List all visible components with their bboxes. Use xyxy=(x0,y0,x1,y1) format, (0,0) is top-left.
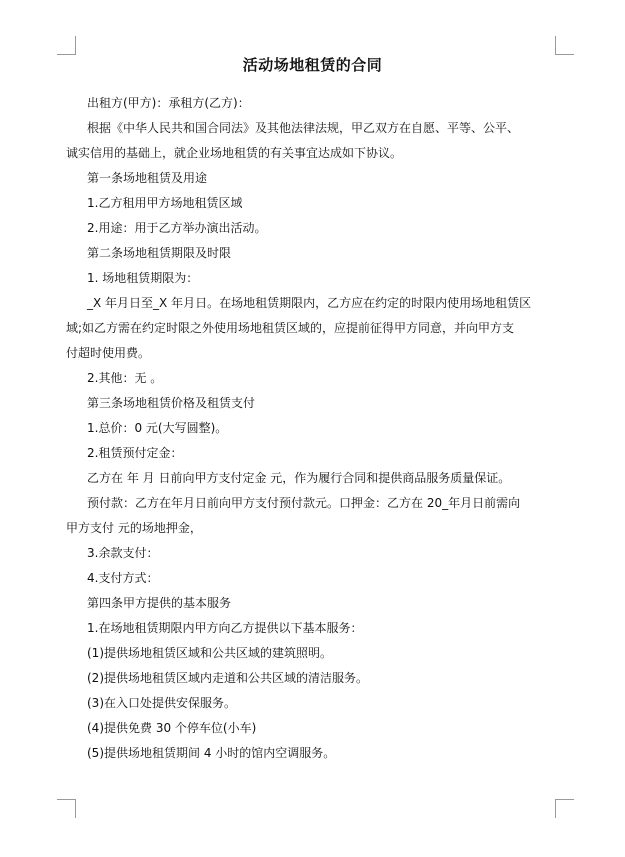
article-2-paragraph-3: 付超时使用费。 xyxy=(66,346,151,360)
crop-mark-bottom-right xyxy=(555,799,574,818)
prepayment-line-2: 甲方支付 元的场地押金， xyxy=(66,521,202,535)
article-1-item-1: 1.乙方租用甲方场地租赁区域 xyxy=(87,196,243,210)
preamble-line-2: 诚实信用的基础上，就企业场地租赁的有关事宜达成如下协议。 xyxy=(66,146,403,160)
deposit-line: 乙方在 年 月 日前向甲方支付定金 元，作为履行合同和提供商品服务质量保证。 xyxy=(87,471,511,485)
crop-mark-top-right xyxy=(555,36,574,55)
crop-mark-bottom-left xyxy=(57,799,76,818)
article-4-heading: 第四条甲方提供的基本服务 xyxy=(87,596,232,610)
parties-line: 出租方(甲方)：承租方(乙方)： xyxy=(87,96,250,110)
service-4: (4)提供免费 30 个停车位(小车) xyxy=(87,721,257,735)
article-3-item-3: 3.余款支付： xyxy=(87,546,159,560)
article-3-item-1: 1.总价：0 元(大写圆整)。 xyxy=(87,421,228,435)
article-1-heading: 第一条场地租赁及用途 xyxy=(87,171,208,185)
crop-mark-top-left xyxy=(57,36,76,55)
service-3: (3)在入口处提供安保服务。 xyxy=(87,696,236,710)
article-2-item-2: 2.其他：无 。 xyxy=(87,371,163,385)
service-1: (1)提供场地租赁区域和公共区域的建筑照明。 xyxy=(87,646,332,660)
service-5: (5)提供场地租赁期间 4 小时的馆内空调服务。 xyxy=(87,746,336,760)
article-3-heading: 第三条场地租赁价格及租赁支付 xyxy=(87,396,256,410)
article-1-item-2: 2.用途：用于乙方举办演出活动。 xyxy=(87,221,267,235)
article-2-item-1: 1. 场地租赁期限为： xyxy=(87,271,199,285)
article-3-item-4: 4.支付方式： xyxy=(87,571,159,585)
preamble-line-1: 根据《中华人民共和国合同法》及其他法律法规，甲乙双方在自愿、平等、公平、 xyxy=(87,121,520,135)
article-2-paragraph-2: 域;如乙方需在约定时限之外使用场地租赁区域的，应提前征得甲方同意，并向甲方支 xyxy=(66,321,515,335)
document-title: 活动场地租赁的合同 xyxy=(242,56,383,74)
article-3-item-2: 2.租赁预付定金： xyxy=(87,446,183,460)
article-2-heading: 第二条场地租赁期限及时限 xyxy=(87,246,232,260)
article-2-paragraph-1: _X 年月日至_X 年月日。在场地租赁期限内，乙方应在约定的时限内使用场地租赁区 xyxy=(87,296,532,310)
prepayment-line-1: 预付款：乙方在年月日前向甲方支付预付款元。口押金：乙方在 20_年月日前需向 xyxy=(87,496,521,510)
service-2: (2)提供场地租赁区域内走道和公共区域的清洁服务。 xyxy=(87,671,369,685)
article-4-item-1: 1.在场地租赁期限内甲方向乙方提供以下基本服务： xyxy=(87,621,363,635)
